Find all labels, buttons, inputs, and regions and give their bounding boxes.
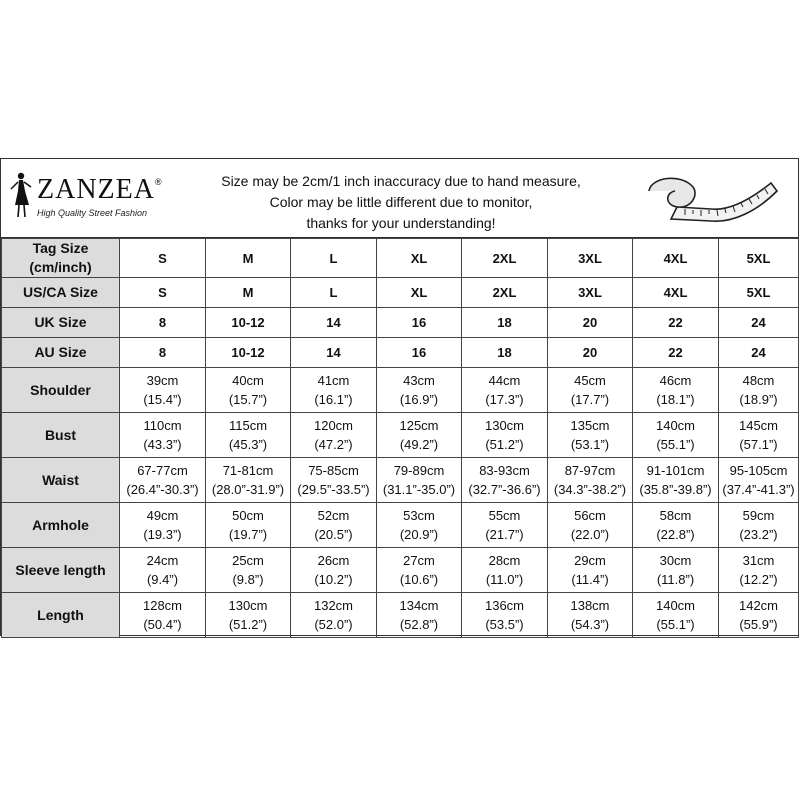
measurement-cell <box>719 368 799 413</box>
inch-value: (22.8”) <box>656 527 695 542</box>
inch-value: (9.4”) <box>146 572 179 587</box>
inch-value: (16.9”) <box>399 392 439 407</box>
cm-value: 50cm <box>232 508 264 523</box>
measurement-cell <box>548 593 633 638</box>
measurement-cell <box>548 458 633 503</box>
measurement-cell <box>719 593 799 638</box>
size-cell: 2XL <box>462 278 548 308</box>
size-cell: 10-12 <box>206 308 291 338</box>
size-cell: 16 <box>377 338 462 368</box>
size-cell: M <box>206 239 291 278</box>
inch-value: (18.9”) <box>739 392 778 407</box>
cm-value: 31cm <box>742 553 775 568</box>
inch-value: (17.7”) <box>570 392 610 407</box>
size-cell: 2XL <box>462 239 548 278</box>
measurement-cell <box>206 548 291 593</box>
size-cell: XL <box>377 239 462 278</box>
measurement-cell <box>206 458 291 503</box>
measurement-notice <box>201 171 601 234</box>
cm-value: 46cm <box>659 373 692 388</box>
measurement-cell <box>120 548 206 593</box>
inch-value: (53.1”) <box>570 437 610 452</box>
inch-value: (11.0”) <box>485 572 524 587</box>
measurement-cell <box>462 548 548 593</box>
cm-value: 120cm <box>313 418 354 433</box>
cm-value: 44cm <box>488 373 521 388</box>
measurement-cell <box>633 548 719 593</box>
fashion-figure-icon <box>7 171 37 219</box>
size-cell: M <box>206 278 291 308</box>
size-cell: XL <box>377 278 462 308</box>
measurement-cell <box>291 458 377 503</box>
measurement-cell <box>206 503 291 548</box>
size-cell: 4XL <box>633 278 719 308</box>
row-header: US/CA Size <box>2 278 120 308</box>
inch-value: (10.2”) <box>314 572 353 587</box>
cm-value: 138cm <box>570 598 610 613</box>
inch-value: (15.4”) <box>143 392 182 407</box>
measurement-cell <box>291 368 377 413</box>
au-size-row <box>2 338 799 368</box>
inch-value: (49.2”) <box>399 437 439 452</box>
cm-value: 128cm <box>142 598 183 613</box>
cm-value: 87-97cm <box>564 463 616 478</box>
cm-value: 59cm <box>742 508 775 523</box>
cm-value: 140cm <box>655 418 696 433</box>
size-cell: 3XL <box>548 239 633 278</box>
cm-value: 95-105cm <box>729 463 788 478</box>
measurement-cell <box>719 458 799 503</box>
measurement-cell <box>377 368 462 413</box>
cm-value: 25cm <box>232 553 264 568</box>
measurement-cell <box>120 503 206 548</box>
measurement-row <box>2 548 799 593</box>
row-header-line: (cm/inch) <box>29 259 92 275</box>
inch-value: (45.3”) <box>228 437 268 452</box>
measurement-cell <box>120 368 206 413</box>
row-header: UK Size <box>2 308 120 338</box>
measurement-cell <box>206 368 291 413</box>
brand-name: ZANZEA <box>37 174 155 205</box>
cm-value: 140cm <box>655 598 696 613</box>
size-cell: 18 <box>462 338 548 368</box>
size-cell: L <box>291 278 377 308</box>
size-cell: S <box>120 278 206 308</box>
measurement-cell <box>719 503 799 548</box>
size-cell: 16 <box>377 308 462 338</box>
cm-value: 67-77cm <box>137 463 188 478</box>
cm-value: 130cm <box>484 418 525 433</box>
cm-value: 48cm <box>742 373 775 388</box>
measurement-cell <box>633 503 719 548</box>
measurement-cell <box>377 413 462 458</box>
brand-tagline: High Quality Street Fashion <box>37 208 148 218</box>
measurement-cell <box>548 548 633 593</box>
measurement-cell <box>633 368 719 413</box>
cm-value: 83-93cm <box>479 463 530 478</box>
inch-value: (20.9”) <box>399 527 439 542</box>
measurement-cell <box>548 503 633 548</box>
measurement-cell <box>377 593 462 638</box>
cm-value: 142cm <box>738 598 779 613</box>
size-cell: 3XL <box>548 278 633 308</box>
inch-value: (32.7”-36.6”) <box>468 482 541 497</box>
size-cell: 14 <box>291 338 377 368</box>
size-cell: 24 <box>719 308 799 338</box>
inch-value: (52.0”) <box>314 617 353 632</box>
row-header: Shoulder <box>2 368 120 413</box>
cm-value: 24cm <box>146 553 179 568</box>
measurement-cell <box>633 458 719 503</box>
measurement-row <box>2 368 799 413</box>
inch-value: (11.4”) <box>571 572 609 587</box>
inch-value: (20.5”) <box>314 527 353 542</box>
size-cell: L <box>291 239 377 278</box>
cm-value: 145cm <box>738 418 779 433</box>
inch-value: (51.2”) <box>228 617 268 632</box>
inch-value: (51.2”) <box>485 437 524 452</box>
cm-value: 53cm <box>403 508 435 523</box>
cm-value: 75-85cm <box>308 463 359 478</box>
notice-line: Color may be little different due to monitor, <box>269 194 533 210</box>
measurement-row <box>2 458 799 503</box>
cm-value: 28cm <box>488 553 521 568</box>
measurement-row <box>2 503 799 548</box>
inch-value: (23.2”) <box>739 527 778 542</box>
cm-value: 30cm <box>659 553 692 568</box>
measurement-cell <box>633 413 719 458</box>
cm-value: 79-89cm <box>393 463 445 478</box>
size-cell: 10-12 <box>206 338 291 368</box>
measurement-cell <box>377 458 462 503</box>
chart-header <box>1 159 798 238</box>
cm-value: 49cm <box>146 508 179 523</box>
measurement-cell <box>633 593 719 638</box>
inch-value: (43.3”) <box>143 437 182 452</box>
size-cell: 4XL <box>633 239 719 278</box>
measurement-cell <box>462 503 548 548</box>
measurement-cell <box>719 413 799 458</box>
inch-value: (21.7”) <box>485 527 524 542</box>
cm-value: 39cm <box>146 373 179 388</box>
size-cell: 22 <box>633 308 719 338</box>
measurement-cell <box>206 413 291 458</box>
size-cell: 24 <box>719 338 799 368</box>
measurement-cell <box>548 413 633 458</box>
inch-value: (29.5”-33.5”) <box>297 482 370 497</box>
size-cell: 20 <box>548 338 633 368</box>
inch-value: (52.8”) <box>399 617 439 632</box>
cm-value: 55cm <box>488 508 521 523</box>
measurement-cell <box>548 368 633 413</box>
cm-value: 91-101cm <box>646 463 705 478</box>
measurement-cell <box>291 503 377 548</box>
size-cell: 5XL <box>719 239 799 278</box>
row-header: Length <box>2 593 120 638</box>
inch-value: (12.2”) <box>739 572 778 587</box>
inch-value: (55.9”) <box>739 617 778 632</box>
measurement-cell <box>462 413 548 458</box>
cm-value: 27cm <box>403 553 435 568</box>
inch-value: (17.3”) <box>485 392 524 407</box>
measurement-cell <box>377 503 462 548</box>
size-cell: 18 <box>462 308 548 338</box>
measurement-row <box>2 593 799 638</box>
uk-size-row <box>2 308 799 338</box>
inch-value: (55.1”) <box>656 437 695 452</box>
size-cell: S <box>120 239 206 278</box>
row-header: Waist <box>2 458 120 503</box>
inch-value: (35.8”-39.8”) <box>639 482 712 497</box>
measurement-cell <box>120 593 206 638</box>
inch-value: (15.7”) <box>228 392 268 407</box>
cm-value: 29cm <box>574 553 606 568</box>
inch-value: (54.3”) <box>570 617 610 632</box>
cm-value: 136cm <box>484 598 525 613</box>
row-header: AU Size <box>2 338 120 368</box>
size-cell: 8 <box>120 338 206 368</box>
notice-line: Size may be 2cm/1 inch inaccuracy due to hand measure, <box>221 173 581 189</box>
cm-value: 110cm <box>143 418 182 433</box>
cm-value: 52cm <box>317 508 350 523</box>
measurement-cell <box>291 593 377 638</box>
cm-value: 56cm <box>574 508 606 523</box>
inch-value: (9.8”) <box>232 572 264 587</box>
cm-value: 45cm <box>574 373 606 388</box>
inch-value: (19.3”) <box>143 527 182 542</box>
cm-value: 132cm <box>313 598 354 613</box>
size-cell: 8 <box>120 308 206 338</box>
cm-value: 71-81cm <box>222 463 274 478</box>
inch-value: (57.1”) <box>739 437 778 452</box>
measurement-row <box>2 413 799 458</box>
cm-value: 43cm <box>403 373 435 388</box>
cm-value: 135cm <box>570 418 610 433</box>
row-header-line: Tag Size <box>32 240 89 256</box>
size-table <box>1 238 799 638</box>
tag-size-row <box>2 239 799 278</box>
inch-value: (47.2”) <box>314 437 353 452</box>
brand-logo <box>7 171 197 231</box>
cm-value: 130cm <box>228 598 268 613</box>
inch-value: (28.0”-31.9”) <box>211 482 285 497</box>
cm-value: 134cm <box>399 598 439 613</box>
cm-value: 125cm <box>399 418 439 433</box>
measurement-cell <box>120 458 206 503</box>
measurement-cell <box>291 548 377 593</box>
measurement-cell <box>120 413 206 458</box>
row-header: Sleeve length <box>2 548 120 593</box>
cm-value: 115cm <box>228 418 268 433</box>
row-header <box>2 239 120 278</box>
row-header: Bust <box>2 413 120 458</box>
inch-value: (26.4”-30.3”) <box>126 482 199 497</box>
inch-value: (55.1”) <box>656 617 695 632</box>
inch-value: (11.8”) <box>656 572 695 587</box>
inch-value: (22.0”) <box>570 527 610 542</box>
cm-value: 26cm <box>317 553 350 568</box>
notice-line: thanks for your understanding! <box>306 215 496 231</box>
inch-value: (50.4”) <box>143 617 182 632</box>
inch-value: (10.6”) <box>399 572 439 587</box>
inch-value: (53.5”) <box>485 617 524 632</box>
size-cell: 5XL <box>719 278 799 308</box>
measurement-cell <box>377 548 462 593</box>
measurement-cell <box>462 368 548 413</box>
inch-value: (16.1”) <box>314 392 353 407</box>
measurement-cell <box>462 458 548 503</box>
us-ca-size-row <box>2 278 799 308</box>
inch-value: (37.4”-41.3”) <box>722 482 795 497</box>
row-header: Armhole <box>2 503 120 548</box>
registered-mark: ® <box>155 177 162 187</box>
size-chart <box>0 158 799 636</box>
inch-value: (19.7”) <box>228 527 268 542</box>
measuring-tape-icon <box>641 169 781 231</box>
inch-value: (31.1”-35.0”) <box>382 482 456 497</box>
inch-value: (18.1”) <box>656 392 695 407</box>
cm-value: 40cm <box>232 373 264 388</box>
measurement-cell <box>291 413 377 458</box>
inch-value: (34.3”-38.2”) <box>553 482 627 497</box>
cm-value: 41cm <box>317 373 350 388</box>
size-cell: 20 <box>548 308 633 338</box>
measurement-cell <box>719 548 799 593</box>
size-cell: 14 <box>291 308 377 338</box>
size-cell: 22 <box>633 338 719 368</box>
cm-value: 58cm <box>659 508 692 523</box>
measurement-cell <box>462 593 548 638</box>
measurement-cell <box>206 593 291 638</box>
